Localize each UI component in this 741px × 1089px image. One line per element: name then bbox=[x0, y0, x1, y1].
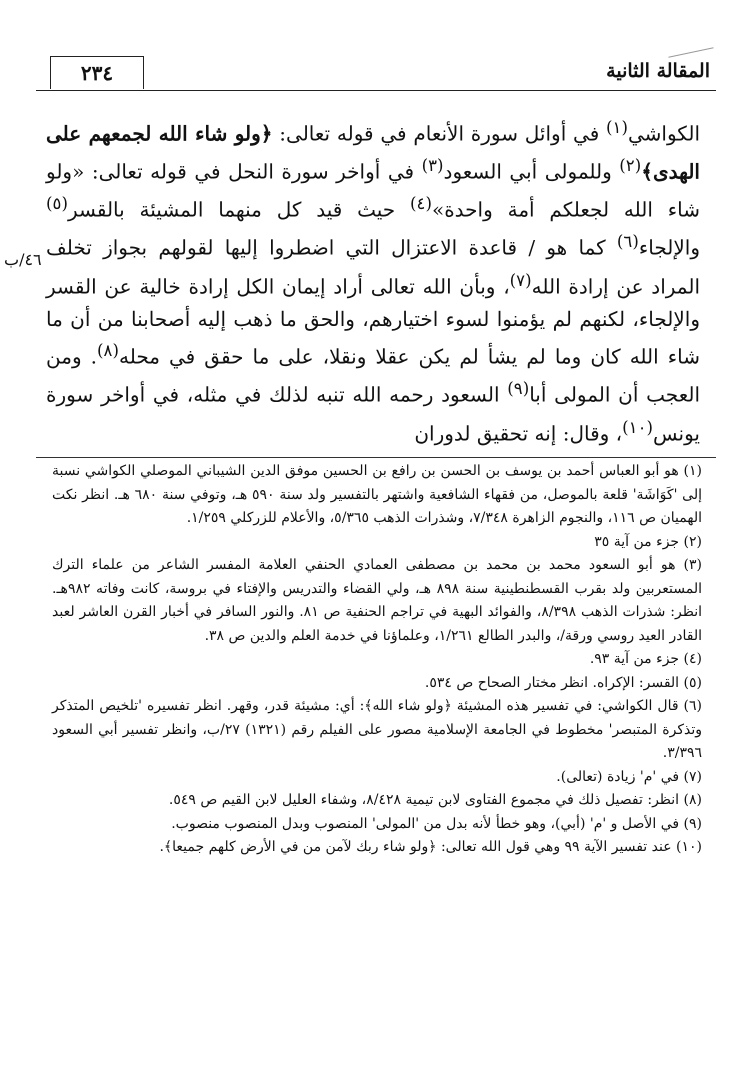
footnote-separator bbox=[36, 457, 716, 458]
footnote-text: في 'م' زيادة (تعالى). bbox=[556, 768, 680, 785]
text-segment: في أواخر سورة النحل في قوله تعالى: «ولو شاء الله لجعلكم أمة واحدة» bbox=[46, 159, 700, 222]
header-rule bbox=[36, 90, 716, 91]
footnote-text: انظر: تفصيل ذلك في مجموع الفتاوى لابن تيمية ٨/٤٢٨، وشفاء العليل لابن القيم ص ٥٤٩. bbox=[168, 792, 680, 808]
footnote-ref: (٧) bbox=[509, 270, 532, 290]
footnote-number: (٤) bbox=[683, 651, 702, 667]
text-segment: ، وقال: إنه تحقيق لدوران bbox=[414, 421, 623, 446]
footnote-number: (٧) bbox=[683, 768, 702, 785]
footnote-text: هو أبو السعود محمد بن محمد بن مصطفى العمادي الحنفي العلامة المفسر الشاعر من علماء الترك المستعربين ولد بقرب القسطنطينية سنة ٨٩٨ هـ، ولي القضاء والتدريس والإفتاء في بروسة، كانت وفاته ٩٨٢هـ. انظر: شذرات الذهب ٨/٣٩٨، والفوائد البهية في تراجم الحنفية ص ٨١. والنور السافر في أخبار القرن العاشر لعبد القادر العيد روسي ورقة/، والبدر الطالع ١/٢٦١، وعلماؤنا في خدمة العلم والدين ص ٣٨. bbox=[52, 557, 703, 644]
text-segment: كما هو / قاعدة الاعتزال التي اضطروا إليها لقولهم بجواز تخلف المراد عن إرادة الله bbox=[46, 236, 701, 299]
footnote-number: (٦) bbox=[683, 698, 703, 714]
footnote-ref: (٦) bbox=[616, 232, 639, 252]
footnote bbox=[52, 648, 702, 672]
text-segment: وللمولى أبي السعود bbox=[443, 159, 620, 184]
footnote-text: قال الكواشي: في تفسير هذه المشيئة ﴿ولو شاء الله﴾: أي: مشيئة قدر، وقهر. انظر تفسيره 'تلخيص المتذكر وتذكرة المتبصر' مخطوط في الجامعة الإسلامية مصور على الفيلم رقم (١٣٢١) ٢٧/ب، وانظر تفسير أبي السعود ٣/٣٩٦. bbox=[52, 698, 702, 761]
footnote bbox=[52, 672, 702, 696]
footnote bbox=[52, 460, 702, 531]
text-segment: حيث قيد كل منهما المشيئة بالقسر bbox=[67, 197, 411, 222]
footnote-text: جزء من آية ٩٣. bbox=[589, 651, 680, 667]
footnote bbox=[52, 531, 702, 555]
footnote-number: (٩) bbox=[683, 815, 702, 832]
footnote-number: (٨) bbox=[683, 792, 702, 808]
footnotes-section bbox=[52, 460, 702, 860]
footnote-text: هو أبو العباس أحمد بن يوسف بن الحسن بن رافع بن الحسين موفق الدين الشيباني الموصلي الكواشي نسبة إلى 'كَوَاشَة' قلعة بالموصل، من فقهاء الشافعية واشتهر بالتفسير ولد سنة ٥٩٠ هـ، وتوفي سنة ٦٨٠ هـ. انظر نكت الهميان ص ١١٦، والنجوم الزاهرة ٧/٣٤٨، وشذرات الذهب ٥/٣٦٥، والأعلام للزركلي ١/٢٥٩. bbox=[52, 463, 703, 526]
main-text bbox=[46, 112, 700, 450]
text-segment: . ومن العجب أن المولى أبا bbox=[46, 344, 700, 408]
footnote-ref: (٩) bbox=[507, 379, 530, 399]
footnote bbox=[52, 813, 702, 837]
footnote-text: جزء من آية ٣٥ bbox=[594, 533, 680, 550]
footnote bbox=[52, 836, 702, 860]
footnote-text: القسر: الإكراه. انظر مختار الصحاح ص ٥٣٤. bbox=[424, 674, 680, 691]
footnote-text: عند تفسير الآية ٩٩ وهي قول الله تعالى: ﴿ولو شاء ربك لآمن من في الأرض كلهم جميعا﴾. bbox=[159, 839, 672, 855]
text-segment: والإلجاء bbox=[638, 236, 700, 261]
footnote-ref: (٤) bbox=[410, 194, 432, 214]
text-segment: في أوائل سورة الأنعام في قوله تعالى: bbox=[272, 121, 607, 146]
footnote bbox=[52, 789, 702, 813]
footnote bbox=[52, 554, 702, 648]
text-segment: الكواشي bbox=[627, 121, 700, 146]
footnote-ref: (٨) bbox=[97, 341, 119, 361]
footnote-number: (٥) bbox=[683, 674, 702, 691]
running-title: المقالة الثانية bbox=[606, 60, 710, 82]
footnote-number: (١) bbox=[683, 463, 702, 479]
footnote-ref: (٣) bbox=[421, 156, 444, 176]
footnote-ref: (٢) bbox=[619, 156, 642, 176]
footnote-number: (١٠) bbox=[676, 839, 702, 855]
page-number: ٢٣٤ bbox=[50, 56, 144, 89]
footnote-ref: (١٠) bbox=[622, 417, 654, 437]
text-segment: ، وبأن الله تعالى أراد إيمان الكل إرادة خالية عن القسر والإلجاء، لكنهم لم يؤمنوا لسوء اختيارهم، والحق ما ذهب إليه أصحابنا من أن ما شاء الله كان وما لم يشأ لم يكن عقلا ونقلا، على ما حقق في محله bbox=[46, 274, 700, 369]
footnote-number: (٢) bbox=[683, 533, 702, 550]
main-paragraph bbox=[46, 112, 700, 450]
text-segment: السعود رحمه الله تنبه لذلك في مثله، في أواخر سورة يونس bbox=[46, 383, 700, 446]
footnote-number: (٣) bbox=[683, 557, 702, 573]
footnote-ref: (١) bbox=[606, 118, 628, 137]
footnote-ref: (٥) bbox=[46, 194, 68, 214]
quran-verse: ﴿ولو شاء الله لجمعهم على الهدى﴾ bbox=[46, 121, 700, 184]
margin-folio-note: ٤٦/ب bbox=[4, 250, 42, 269]
page-header bbox=[36, 52, 716, 92]
footnote bbox=[52, 766, 702, 790]
footnote bbox=[52, 695, 702, 766]
footnote-text: في الأصل و 'م' (أبي)، وهو خطأ لأنه بدل من 'المولى' المنصوب وبدل المنصوب منصوب. bbox=[171, 815, 680, 832]
